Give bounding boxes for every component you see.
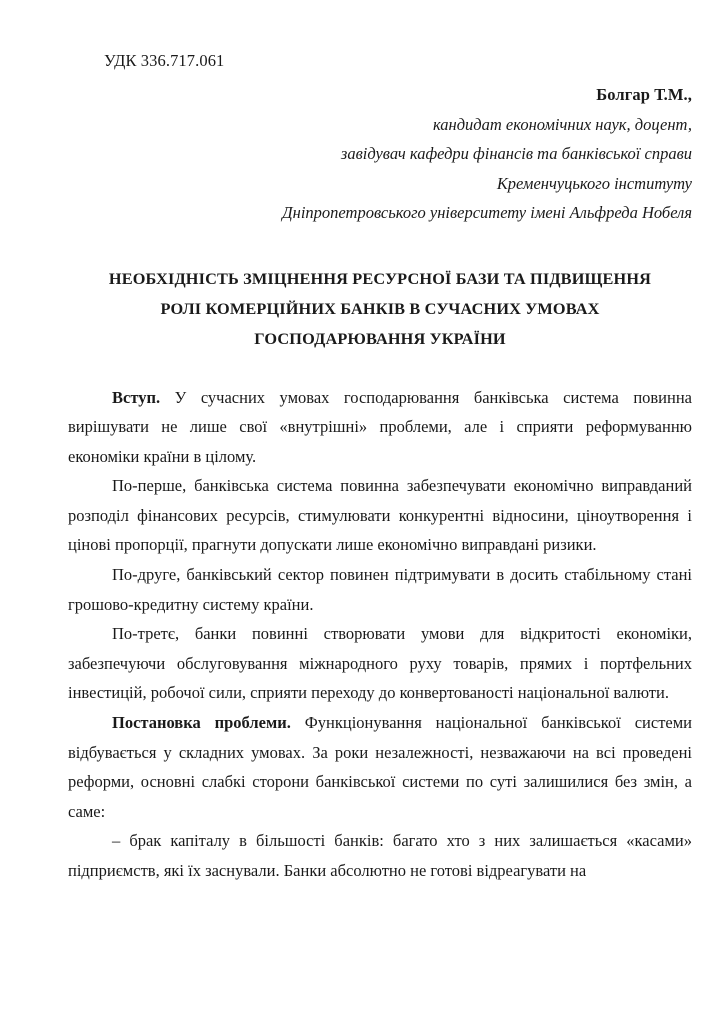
udc-code: УДК 336.717.061 — [104, 51, 225, 70]
paragraph-text-problem-statement: Функціонування національної банківської системи відбувається у складних умовах. За роки незалежності, незважаючи на всі проведені реформи, основні слабкі сторони банківської системи по суті залишилися без змін, а саме: — [68, 713, 692, 821]
paragraph-problem-statement — [68, 708, 692, 826]
document-body — [68, 354, 692, 886]
paragraph-second-point — [68, 560, 692, 619]
paragraph-third-point — [68, 619, 692, 708]
paragraph-text-bullet-capital-shortage: – брак капіталу в більшості банків: багато хто з них залишається «касами» підприємств, які їх заснували. Банки абсолютно не готові відреагувати на — [68, 831, 692, 880]
paragraph-intro — [68, 383, 692, 472]
title-line-1: НЕОБХІДНІСТЬ ЗМІЦНЕННЯ РЕСУРСНОЇ БАЗИ ТА ПІДВИЩЕННЯ — [108, 268, 652, 288]
paragraph-lead-problem-statement: Постановка проблеми. — [112, 713, 291, 733]
author-affiliation-university: Дніпропетровського університету імені Альфреда Нобеля — [282, 203, 692, 222]
author-affiliation-position: завідувач кафедри фінансів та банківської справи — [340, 144, 692, 163]
paragraph-text-third-point: По-третє, банки повинні створювати умови для відкритості економіки, забезпечуючи обслуговування міжнародного руху товарів, прямих і портфельних інвестицій, робочої сили, сприяти переходу до конвертованості національної валюти. — [68, 624, 692, 703]
document-content-column — [68, 0, 692, 886]
title-line-2: РОЛІ КОМЕРЦІЙНИХ БАНКІВ В СУЧАСНИХ УМОВАХ — [160, 298, 600, 318]
byline-block — [68, 76, 692, 228]
paragraph-bullet-capital-shortage — [68, 826, 692, 885]
paragraph-text-first-point: По-перше, банківська система повинна забезпечувати економічно виправданий розподіл фінансових ресурсів, стимулювати конкурентні відносини, ціноутворення і цінові пропорції, прагнути допускати лише економічно виправдані ризики. — [68, 476, 692, 555]
title-line-3: ГОСПОДАРЮВАННЯ УКРАЇНИ — [254, 328, 506, 348]
paragraph-text-intro: У сучасних умовах господарювання банківська система повинна вирішувати не лише свої «внутрішні» проблеми, але і сприяти реформуванню економіки країни в цілому. — [68, 387, 692, 466]
author-affiliation-degree: кандидат економічних наук, доцент, — [432, 114, 692, 134]
author-name: Болгар Т.М., — [596, 85, 692, 104]
page-title — [68, 228, 692, 354]
paragraph-first-point — [68, 471, 692, 560]
author-affiliation-institute: Кременчуцького інституту — [496, 173, 692, 193]
paragraph-lead-intro: Вступ. — [112, 387, 161, 407]
paragraph-text-second-point: По-друге, банківський сектор повинен підтримувати в досить стабільному стані грошово-кредитну систему країни. — [68, 565, 692, 614]
